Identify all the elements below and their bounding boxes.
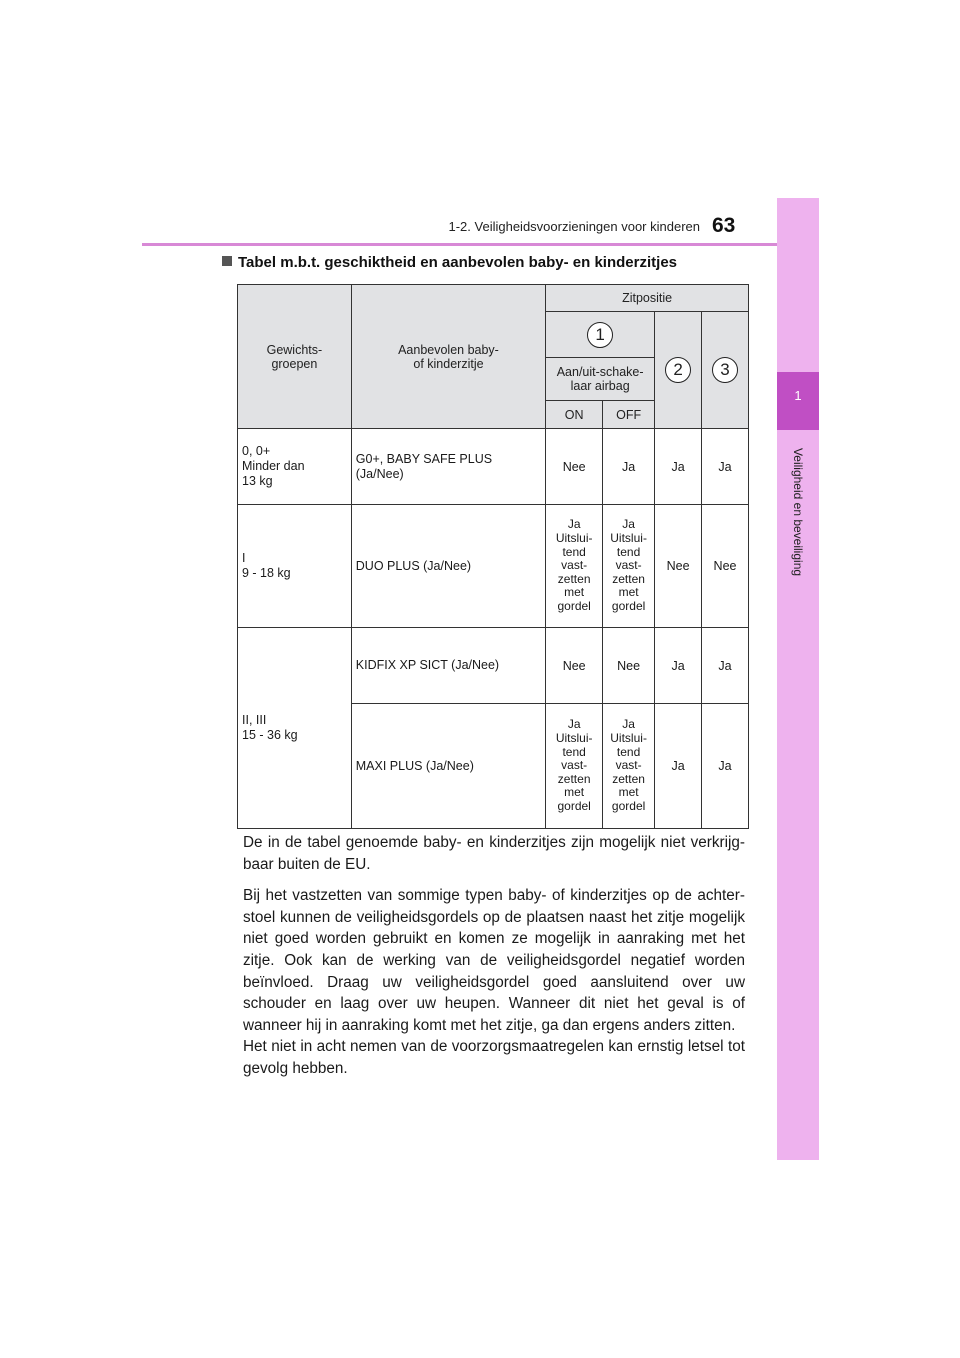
position-3-cell: Ja [702, 704, 749, 829]
running-header: 1-2. Veiligheidsvoorzieningen voor kinderen [448, 219, 700, 234]
header-airbag-on: ON [546, 401, 603, 429]
position-3-icon: 3 [712, 357, 738, 383]
weight-group-cell: I 9 - 18 kg [238, 505, 352, 628]
section-heading [222, 254, 762, 271]
weight-group-cell: 0, 0+ Minder dan 13 kg [238, 429, 352, 505]
header-rule [142, 243, 819, 246]
heading-bullet-icon [222, 256, 232, 266]
airbag-on-cell: Nee [546, 628, 603, 704]
seat-cell: MAXI PLUS (Ja/Nee) [351, 704, 545, 829]
airbag-on-cell: Ja Uitslui- tend vast- zetten met gordel [546, 704, 603, 829]
paragraph-availability: De in de tabel genoemde baby- en kinderzitjes zijn mogelijk niet verkrijg-baar buiten de EU. [243, 834, 745, 873]
chapter-number: 1 [794, 388, 802, 403]
header-position-3 [702, 312, 749, 429]
header-seating-position: Zitpositie [546, 285, 749, 312]
suitability-table [237, 284, 749, 829]
position-2-cell: Ja [655, 429, 702, 505]
header-airbag-off: OFF [603, 401, 655, 429]
airbag-off-cell: Ja Uitslui- tend vast- zetten met gordel [603, 704, 655, 829]
header-airbag-switch: Aan/uit-schake- laar airbag [546, 358, 655, 401]
position-3-cell: Ja [702, 429, 749, 505]
chapter-side-tab [777, 198, 819, 1160]
position-2-cell: Ja [655, 628, 702, 704]
airbag-on-cell: Nee [546, 429, 603, 505]
airbag-off-cell: Nee [603, 628, 655, 704]
header-weight-groups: Gewichts- groepen [238, 285, 352, 429]
position-2-cell: Nee [655, 505, 702, 628]
position-3-cell: Ja [702, 628, 749, 704]
weight-group-cell: II, III 15 - 36 kg [238, 628, 352, 829]
position-3-cell: Nee [702, 505, 749, 628]
seat-cell: KIDFIX XP SICT (Ja/Nee) [351, 628, 545, 704]
position-1-icon: 1 [587, 322, 613, 348]
body-text [243, 832, 745, 1080]
airbag-off-cell: Ja [603, 429, 655, 505]
airbag-on-cell: Ja Uitslui- tend vast- zetten met gordel [546, 505, 603, 628]
chapter-title: Veiligheid en beveiliging [791, 447, 805, 577]
position-2-icon: 2 [665, 357, 691, 383]
table-row [238, 628, 749, 704]
paragraph-belt-warning: Bij het vastzetten van sommige typen baby- of kinderzitjes op de achter-stoel kunnen de veiligheidsgordels op de plaatsen naast het zitje mogelijk niet goed worden gebruikt en komen ze mogelijk in aanraking met het zitje. Ook kan de werking van de veiligheidsgordel negatief worden beïnvloed. Draag uw veiligheidsgordel goed aansluitend over uw schouder en laag over uw heupen. Wanneer dit niet het geval is of wanneer hij in aanraking komt met het zitje, ga dan ergens anders zitten. [243, 887, 745, 1034]
seat-cell: DUO PLUS (Ja/Nee) [351, 505, 545, 628]
header-position-2 [655, 312, 702, 429]
table-row [238, 429, 749, 505]
header-recommended-seat: Aanbevolen baby- of kinderzitje [351, 285, 545, 429]
position-2-cell: Ja [655, 704, 702, 829]
table-row [238, 505, 749, 628]
airbag-off-cell: Ja Uitslui- tend vast- zetten met gordel [603, 505, 655, 628]
page-number: 63 [712, 214, 736, 237]
section-heading-text: Tabel m.b.t. geschiktheid en aanbevolen baby- en kinderzitjes [238, 254, 677, 271]
table-header-row [238, 285, 749, 312]
header-position-1 [546, 312, 655, 358]
paragraph-precautions: Het niet in acht nemen van de voorzorgsmaatregelen kan ernstig letsel tot gevolg hebben. [243, 1038, 745, 1077]
seat-cell: G0+, BABY SAFE PLUS (Ja/Nee) [351, 429, 545, 505]
